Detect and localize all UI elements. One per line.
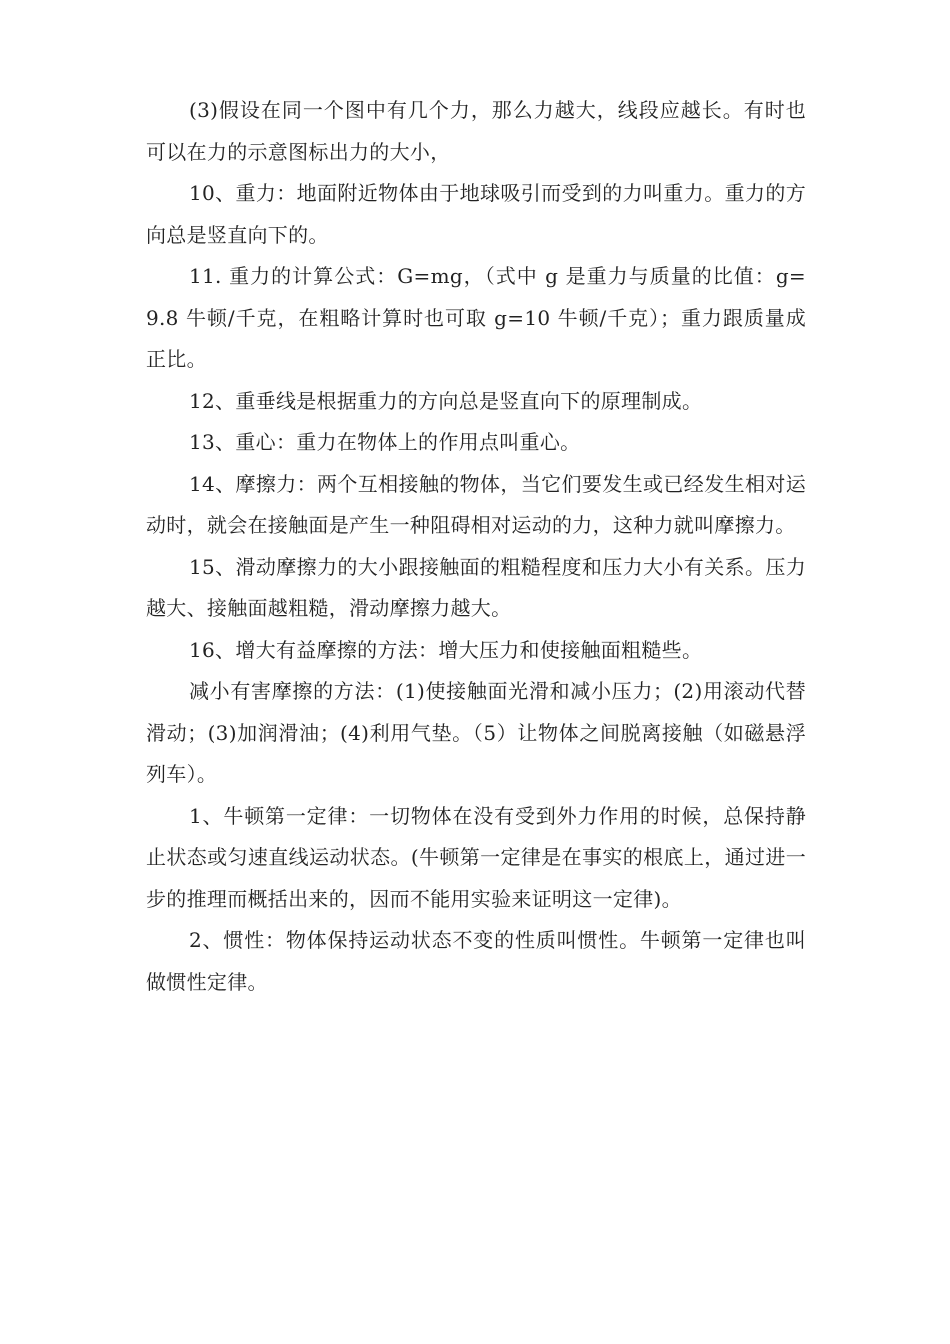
paragraph-newton-first-law: 1、牛顿第一定律：一切物体在没有受到外力作用的时候，总保持静止状态或匀速直线运动状态。(牛顿第一定律是在事实的根底上，通过进一步的推理而概括出来的，因而不能用实验来证明这一定律)。 [146,803,806,911]
paragraph-center-of-gravity: 13、重心：重力在物体上的作用点叫重心。 [189,430,581,454]
document-body [146,90,806,1003]
paragraph-increase-friction: 16、增大有益摩擦的方法：增大压力和使接触面粗糙些。 [189,637,703,662]
paragraph-inertia: 2、惯性：物体保持运动状态不变的性质叫惯性。牛顿第一定律也叫做惯性定律。 [146,928,806,994]
paragraph-reduce-friction: 减小有害摩擦的方法：(1)使接触面光滑和减小压力；(2)用滚动代替滑动；(3)加润滑油；(4)利用气垫。（5）让物体之间脱离接触（如磁悬浮列车）。 [146,679,806,786]
paragraph-sliding-friction: 15、滑动摩擦力的大小跟接触面的粗糙程度和压力大小有关系。压力越大、接触面越粗糙，滑动摩擦力越大。 [146,554,806,620]
paragraph-gravity-formula: 11. 重力的计算公式：G=mg，（式中 g 是重力与质量的比值：g=9.8 牛顿/千克，在粗略计算时也可取 g=10 牛顿/千克）；重力跟质量成正比。 [146,264,806,371]
paragraph-force-length: (3)假设在同一个图中有几个力，那么力越大，线段应越长。有时也可以在力的示意图标出力的大小， [146,98,806,164]
paragraph-gravity-definition: 10、重力：地面附近物体由于地球吸引而受到的力叫重力。重力的方向总是竖直向下的。 [146,181,806,247]
paragraph-plumb-line: 12、重垂线是根据重力的方向总是竖直向下的原理制成。 [189,388,703,413]
paragraph-friction-definition: 14、摩擦力：两个互相接触的物体，当它们要发生或已经发生相对运动时，就会在接触面是产生一种阻碍相对运动的力，这种力就叫摩擦力。 [146,471,806,537]
